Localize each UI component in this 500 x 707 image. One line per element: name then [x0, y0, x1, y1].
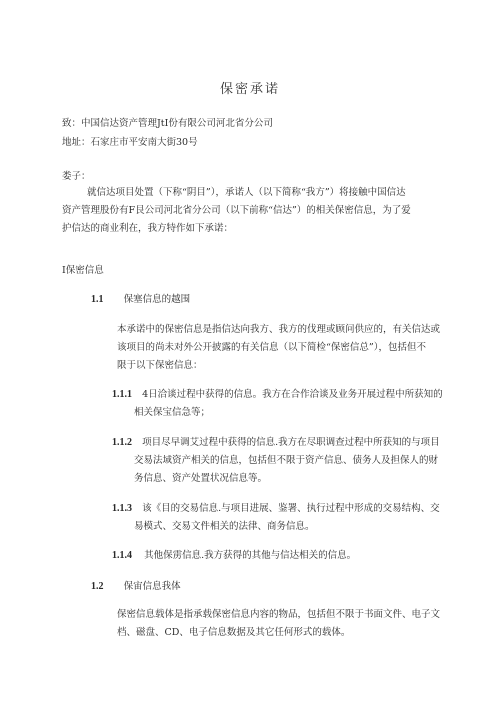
- intro-line-1: 就信达项目处置（下称“阴目”），承诺人（以下简称“我方”）将接触中国信达: [87, 187, 406, 198]
- subsection-number: 1.2: [91, 581, 104, 592]
- item-text-line: 其他保雳信息.我方获得的其他与信达相关的信息。: [144, 550, 357, 561]
- item-1-1-4: [112, 549, 356, 563]
- item-number: 1.1.2: [112, 437, 132, 448]
- item-text-line: 项目尽早调艾过程中获得的信息.我方在尽职调查过程中所获知的与项目: [142, 437, 440, 448]
- para-line: 该项目的尚未对外公开披露的有关信息（以下简检“保密信总”），包括但不: [117, 342, 426, 353]
- item-number: 1.1.3: [112, 503, 132, 514]
- para-line: 本承诺中的保密信息是指信达向我方、我方的伐理或顾问供应的，有关信达或: [117, 324, 441, 335]
- para-line: 限于以下保密信息：: [117, 360, 203, 371]
- item-text-line: 4日洽谈过程中获得的信息。我方在合作洽谈及业务开展过程中所获知的: [142, 389, 443, 400]
- item-number: 1.1.4: [112, 550, 132, 561]
- item-1-1-2: [112, 436, 440, 450]
- item-text-line: 务信息、资产处置状况信息等。: [134, 473, 268, 484]
- intro-line-3: 护信达的商业利在，我方特作如下承诺：: [62, 223, 234, 234]
- item-text-line: 交易法域资产相关的信息，包括但不限于资产信息、债务人及担保人的财: [134, 455, 439, 466]
- item-text-line: 相关保宝信急等；: [134, 407, 211, 418]
- section-heading: I保密信息: [62, 265, 104, 276]
- item-1-1-1: [112, 388, 443, 402]
- para-line: 档、磁盘、CD、电子信息数据及其它任何形式的载体。: [117, 627, 351, 638]
- item-text-line: 该《目的交易信息.与项目进展、鉴署、执行过程中形成的交易结构、交: [142, 503, 440, 514]
- item-text-line: 易模式、交易文件相关的法律、商务信息。: [134, 521, 315, 532]
- subsection-title: 保宙信息我体: [123, 581, 181, 592]
- document-title: 保密承诺: [219, 82, 280, 97]
- address-line: 地址：石家庄市平安南大街30号: [62, 137, 198, 148]
- salutation: 娄子：: [62, 171, 91, 182]
- subsection-number: 1.1: [91, 294, 104, 305]
- item-number: 1.1.1: [112, 389, 132, 400]
- intro-line-2: 资产管理股份有F艮公司河北省分公司（以下前称“信达”）的相关保密信息，为了爱: [62, 205, 411, 216]
- para-line: 保密信息载体是指承载保密信息内容的物品，包括但不限于书面文件、电子文: [117, 609, 441, 620]
- subsection-1-1-heading: [91, 293, 190, 307]
- subsection-title: 保塞信息的越围: [123, 294, 191, 305]
- item-1-1-3: [112, 502, 440, 516]
- subsection-1-2-heading: [91, 580, 181, 594]
- recipient-line: 致：中国信达资产管理JtI份有限公司河北省分公司: [62, 118, 273, 129]
